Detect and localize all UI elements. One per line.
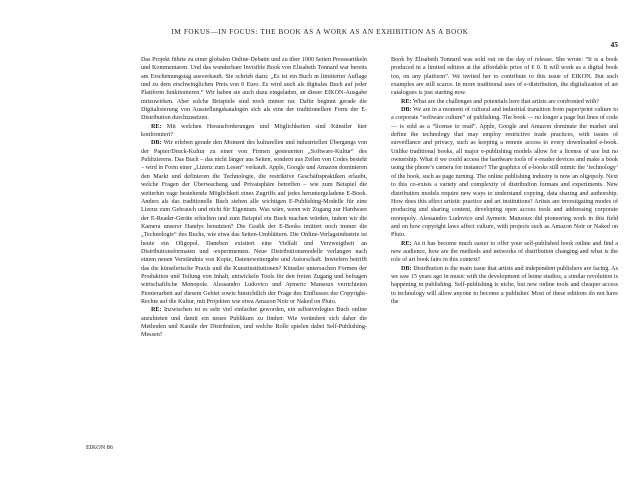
page-number: 45 xyxy=(610,40,618,49)
folio: EIKON 86 xyxy=(86,444,113,451)
speaker-label: RE: xyxy=(401,240,412,247)
question-text: What are the challenges and potentials here that artists are confronted with? xyxy=(411,98,600,105)
interview-answer xyxy=(391,106,618,240)
interview-answer xyxy=(391,265,618,307)
speaker-label: DB: xyxy=(401,265,412,272)
paragraph: Das Projekt führte zu einer globalen Online-Debatte und zu über 1000 Seiten Presseartikeln und Kommentaren. Und das wunderbare Invisible Book von Elisabeth Tonnard war bereits am Erscheinungstag ausverkauft. Sie schrieb dazu: „Es ist ein Buch in limitierter Auflage und zu dem erschwinglichen Preis von 0 Euro. Es wird auch als digitales Buch auf jeder Plattform funktionieren.“ Wir haben sie auch dazu eingeladen, an dieser EIKON-Ausgabe mitzuwirken. Aber solche Beispiele sind noch immer rar. Dafür beginnt gerade die Digitalisierung von Ausstellungskatalogen sich als eine der traditionellere Form der E-Distribution durchzusetzen. xyxy=(141,57,367,122)
interview-answer xyxy=(141,139,367,306)
speaker-label: RE: xyxy=(401,98,412,105)
speaker-label: DB: xyxy=(151,140,162,147)
german-column xyxy=(141,56,367,476)
interview-question xyxy=(141,123,367,140)
interview-question xyxy=(391,240,618,265)
interview-question xyxy=(141,306,367,339)
interview-question xyxy=(391,98,618,106)
answer-text: Wir erleben gerade den Moment des kulturellen und industriellen Übergangs von der Papier/Druck-Kultur zu einer von Firmen gesteuerten „Software-Kultur“ des Publizierens. Das Buch – das nicht länger aus Seiten, sondern aus Zeilen von Codes besteht – wird in Form einer „Lizenz zum Lesen“ verkauft. Apple, Google und Amazon dominieren den Markt und definieren die Technologie, die restriktive Geschäftspraktiken erlaubt, welche Fragen der Überwachung und Privatsphäre betreffen – wie zum Beispiel die weiterhin vage bestehende Möglichkeit eines Zugriffs auf jedes heruntergeladene E-Book. Anders als das traditionelle Buch stehen alle wichtigen E-Publishing-Modelle für eine Lizenz zum Gebrauch und nicht für Eigentum. Was wäre, wenn wir Zugang zur Hardware der E-Reader-Geräte erhielten und zum Beispiel ein Buch machen würden, indem wir die Kamera unserer Handys benutzten? Die Grafik der E-Books imitiert noch immer die „Technologie“ des Buchs, wie etwa das Seiten-Umblättern. Die Online-Verlagsindustrie ist heute ein Oligopol. Daneben existiert eine Vielfalt und Verzweigtheit an Distributionsformaten und -experimenten. Neue Distributionsmodelle verlangen nach einem neuen Verständnis von Kopie, Dateneweitergabe und Autorschaft. Inwiefern betrifft das die künstlerische Praxis und die Kunstinstitutionen? Künstler untersuchen Formen der Produktion und Teilung von Inhalt, entwickeln Tools für den freien Zugang und befragen wirtschaftliche Monopole. Alessandro Ludovico und Aymeric Mansoux verrichteten Pionierarbeit auf diesem Gebiet sowie hinsichtlich der Frage des Einflusses der Copyright-Rechte auf die Kultur, mit Projekten wie etwa Amazon Noir or Naked on Pluto. xyxy=(141,140,367,305)
running-head: IM FOKUS—IN FOCUS: THE BOOK AS A WORK AS AN EXHIBITION AS A BOOK xyxy=(171,28,469,36)
answer-text: We are in a moment of cultural and industrial transition from paper/print culture to a corporate “software culture” of publishing. The book — no longer a page but lines of code — is sold as a “license to read”. Apple, Google and Amazon dominate the market and define the technology that may employ restrictive trade practices, with issues of surveillance and privacy, such as keeping a remote access to every downloaded e-book. Unlike traditional books, all major e-publishing models allow for a license of use but no ownership. What if we could access the hardware tools of e-reader devices and make a book using the phone’s camera for instance? The graphics of e-books still mimic the ‘technology’ of the book, such as page turning. The online publishing industry is now an oligopoly. Next to this co-exists a variety and complexity of distribution formats and experiments. New distribution models require new ways to understand copying, data sharing and authorship. How does this affect artistic practice and art institutions? Artists are investigating modes of producing and sharing content, developing open access tools and addressing corporate monopoly. Alessandro Ludovico and Aymeric Mansoux did pioneering work in this field and on how copyright laws affect culture, with projects such as Amazon Noir or Naked on Pluto. xyxy=(391,107,618,239)
speaker-label: RE: xyxy=(151,123,162,130)
paragraph: Book by Elisabeth Tonnard was sold out on the day of release. She wrote: “It is a book produced in a limited edition at the affordable price of € 0. It will work as a digital book too, on any platform”. We invited her to contribute to this issue of EIKON. But such examples are still scarce. In more traditional uses of e-distribution, the digitalization of art catalogues is just starting now. xyxy=(391,57,618,97)
answer-text: Distribution is the main issue that artists and independent publishers are facing. As we saw 15 years ago in music with the development of home studios, a similar revolution is happening in publishing. Self-publishing is niche, but new online tools and cheaper access to technology will allow anyone to become a publisher. Most of these editions do not have the xyxy=(391,265,618,305)
question-text: Inzwischen ist es sehr viel einfacher geworden, ein selbstverlegtes Buch online anzubieten und damit ein neues Publikum zu finden: Wie verändern sich daher die Methoden und Kanäle der Distribution, und welche Rolle spielen dabei Self-Publishing-Messen? xyxy=(141,307,367,339)
speaker-label: DB: xyxy=(401,107,412,114)
english-column xyxy=(391,56,618,476)
speaker-label: RE: xyxy=(151,307,162,314)
question-text: Mit welchen Herausforderungen und Möglichkeiten sind Künstler hier konfrontiert? xyxy=(141,123,367,139)
question-text: As it has become much easier to offer your self-published book online and find a new audience, how are the methods and networks of distribution changing and what is the role of art book fairs in this context? xyxy=(391,240,618,264)
